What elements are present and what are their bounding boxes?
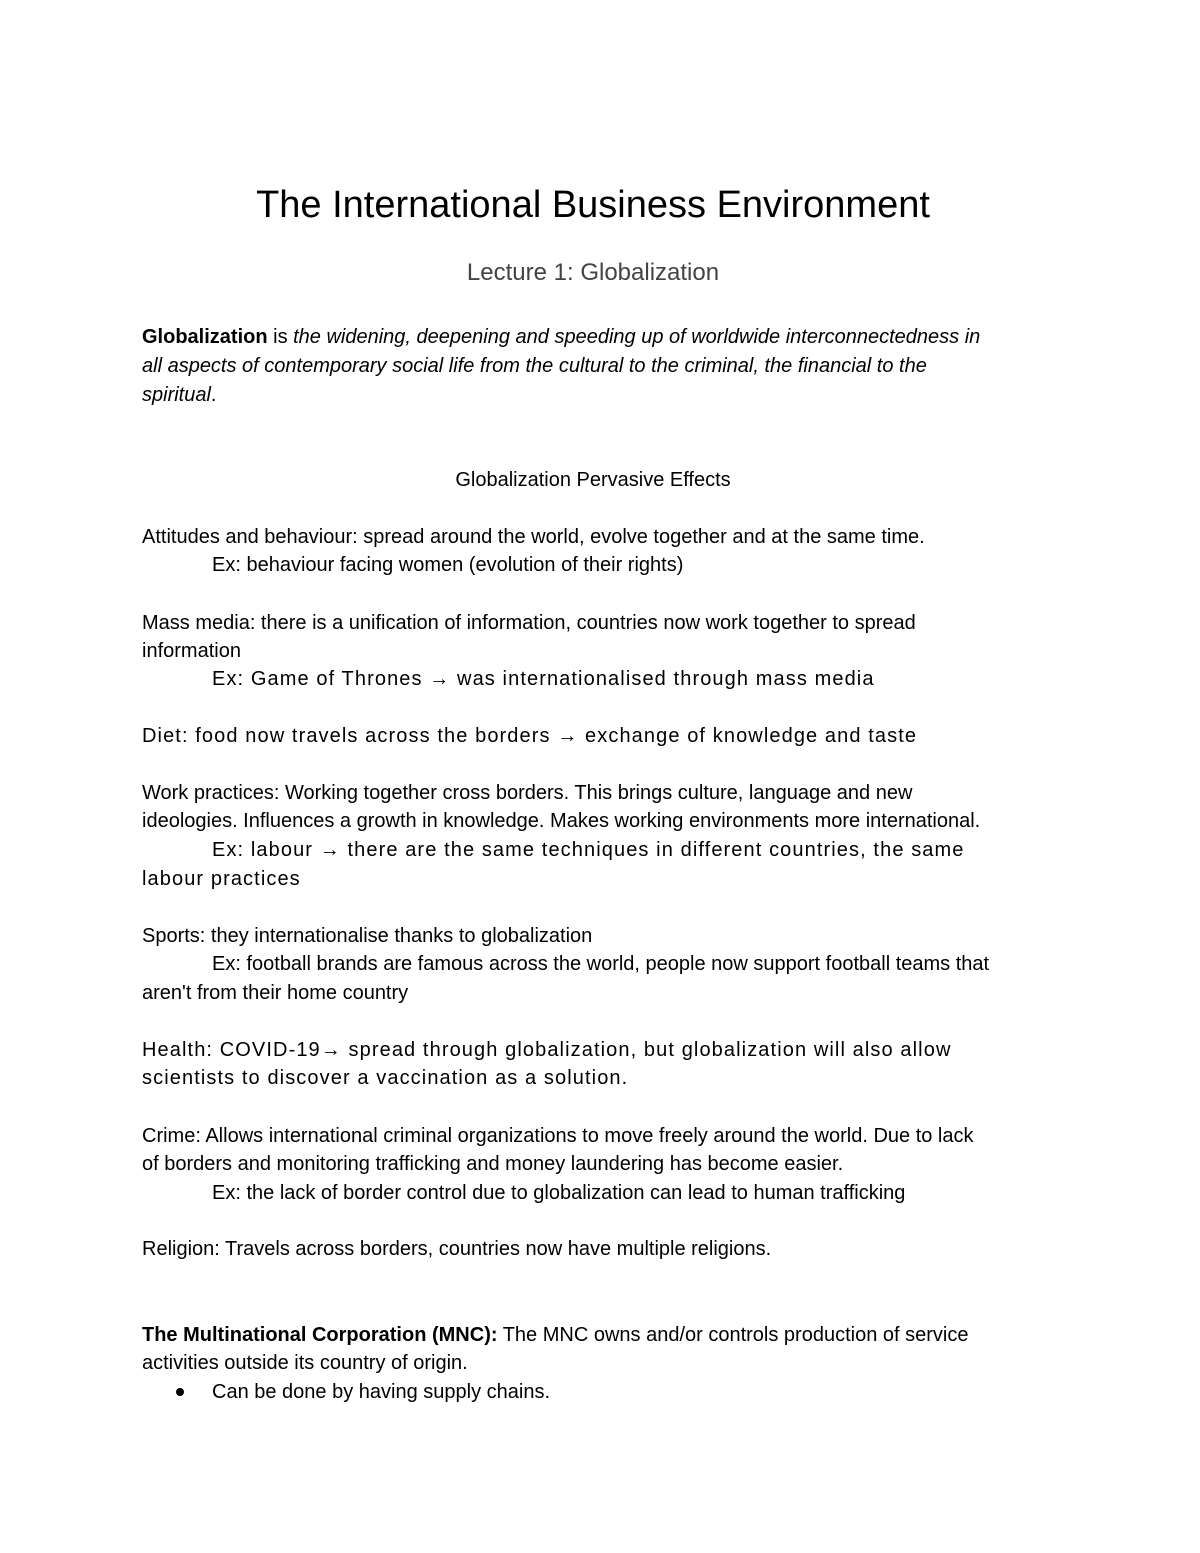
document-title: The International Business Environment (256, 184, 930, 226)
effect-attitudes: Attitudes and behaviour: spread around the world, evolve together and at the same time. (142, 526, 925, 548)
definition-text: the widening, deepening and speeding up of worldwide interconnectedness in (293, 326, 981, 348)
effect-health-cont: scientists to discover a vaccination as a solution. (142, 1067, 629, 1089)
definition-line-1 (142, 325, 980, 349)
effect-religion: Religion: Travels across borders, countries now have multiple religions. (142, 1238, 772, 1260)
effect-attitudes-example: Ex: behaviour facing women (evolution of their rights) (212, 554, 684, 576)
effect-media-example: Ex: Game of Thrones → was internationalised through mass media (212, 668, 875, 690)
effect-sports-example-cont: aren't from their home country (142, 982, 409, 1004)
effect-crime-example: Ex: the lack of border control due to globalization can lead to human trafficking (212, 1182, 906, 1204)
mnc-term: The Multinational Corporation (MNC): (142, 1324, 498, 1346)
bullet-icon (176, 1388, 184, 1396)
effect-health: Health: COVID-19→ spread through globalization, but globalization will also allow (142, 1039, 952, 1061)
effect-work-cont: ideologies. Influences a growth in knowledge. Makes working environments more international. (142, 810, 981, 832)
mnc-definition (142, 1323, 968, 1347)
effect-work-example-cont: labour practices (142, 868, 301, 890)
effect-sports-example: Ex: football brands are famous across the world, people now support football teams that (212, 953, 990, 975)
effect-crime: Crime: Allows international criminal organizations to move freely around the world. Due to lack (142, 1125, 974, 1147)
definition-connector: is (267, 326, 294, 348)
definition-term: Globalization (142, 326, 268, 348)
section-heading: Globalization Pervasive Effects (455, 469, 731, 491)
effect-work-example: Ex: labour → there are the same techniques in different countries, the same (212, 839, 965, 861)
effect-sports: Sports: they internationalise thanks to globalization (142, 925, 593, 947)
definition-line-3 (142, 383, 216, 407)
effect-media: Mass media: there is a unification of information, countries now work together to spread (142, 612, 916, 634)
definition-line-2 (142, 354, 927, 378)
definition-period: . (210, 384, 217, 406)
definition-text: all aspects of contemporary social life from the cultural to the criminal, the financial to the (142, 355, 927, 377)
effect-crime-cont: of borders and monitoring trafficking and money laundering has become easier. (142, 1153, 844, 1175)
effect-diet: Diet: food now travels across the borders → exchange of knowledge and taste (142, 725, 918, 747)
mnc-text: The MNC owns and/or controls production of service (497, 1324, 969, 1346)
effect-media-cont: information (142, 640, 241, 662)
mnc-bullet-item: Can be done by having supply chains. (212, 1381, 551, 1403)
mnc-definition-cont: activities outside its country of origin. (142, 1352, 468, 1374)
effect-work: Work practices: Working together cross borders. This brings culture, language and new (142, 782, 913, 804)
definition-text: spiritual (142, 384, 211, 406)
lecture-subtitle: Lecture 1: Globalization (466, 259, 720, 286)
